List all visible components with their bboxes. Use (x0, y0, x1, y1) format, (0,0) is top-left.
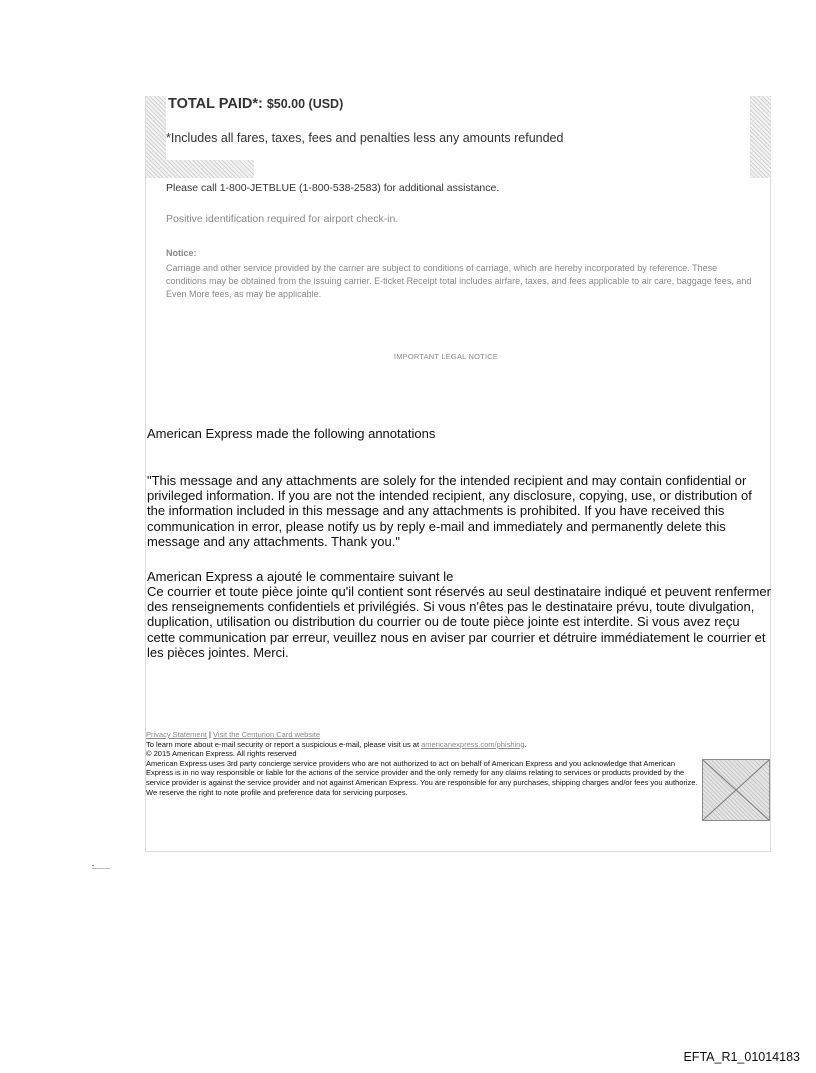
centurion-card-link[interactable]: Visit the Centurion Card website (213, 730, 320, 739)
broken-image-icon (703, 760, 769, 820)
concierge-disclaimer: American Express uses 3rd party concierge service providers who are not authorized to act on behalf of American Express and you acknowledge that American Express is in no way responsible or liable for the actions of the service provider and the only remedy for any claims relating to services or products provided by the service provider is against the service provider and not against American Express. You are responsible for any purchases, shipping charges and/or fees you authorize. We reserve the right to note profile and preference data for servicing purposes. (146, 758, 698, 797)
notice-title: Notice: (166, 248, 197, 258)
annotations-heading: American Express made the following annotations (147, 426, 436, 441)
phishing-link[interactable]: americanexpress.com/phishing (421, 739, 525, 749)
email-footer (146, 730, 698, 797)
security-note-period: . (524, 739, 527, 749)
important-legal-notice: IMPORTANT LEGAL NOTICE (393, 352, 499, 361)
total-paid-label: TOTAL PAID*: (168, 96, 263, 112)
missing-image-right (750, 96, 771, 178)
tiny-artifact-mark (92, 865, 110, 870)
confidentiality-notice: "This message and any attachments are solely for the intended recipient and may contain confidential or privileged information. If you are not the intended recipient, any disclosure, copying, use, or distribution of the information included in this message and any attachments is prohibited. If you have received this communication in error, please notify us by reply e-mail and immediately and permanently delete this message and any attachments. Thank you." (147, 473, 752, 549)
positive-id-note: Positive identification required for airport check-in. (166, 213, 399, 225)
french-annotations-heading: American Express a ajouté le commentaire suivant le (147, 569, 454, 584)
security-note (146, 740, 698, 750)
assistance-line: Please call 1-800-JETBLUE (1-800-538-2583) for additional assistance. (166, 182, 500, 194)
french-confidentiality-notice: Ce courrier et toute pièce jointe qu'il contient sont réservés au seul destinataire indiqué et peuvent renfermer des renseignements confidentiels et privilégiés. Si vous n'êtes pas le destinataire prévu, toute divulgation, duplication, utilisation ou distribution du courrier ou de toute pièce jointe est interdite. Si vous avez reçu cette communication par erreur, veuillez nous en aviser par courrier et détruire immédiatement le courrier et les pièces jointes. Merci. (147, 584, 771, 660)
notice-body: Carriage and other service provided by the carrier are subject to conditions of carriage, which are hereby incorporated by reference. These conditions may be obtained from the issuing carrier. E-ticket Receipt total includes airfare, taxes, and fees applicable to air care, baggage fees, and Even More fees, as may be applicable. (166, 263, 752, 299)
security-note-text: To learn more about e-mail security or report a suspicious e-mail, please visit us at (146, 739, 420, 749)
broken-image-placeholder (702, 759, 770, 821)
missing-image-left-lower (146, 160, 254, 178)
total-paid-amount: $50.00 (USD) (266, 97, 344, 111)
footer-link-separator: | (208, 730, 211, 739)
total-paid (168, 96, 343, 112)
includes-note: *Includes all fares, taxes, fees and penalties less any amounts refunded (166, 131, 564, 145)
document-id: EFTA_R1_01014183 (683, 1050, 800, 1064)
copyright-line: © 2015 American Express. All rights reserved (146, 749, 297, 759)
privacy-statement-link[interactable]: Privacy Statement (146, 730, 207, 739)
footer-links (146, 730, 698, 740)
